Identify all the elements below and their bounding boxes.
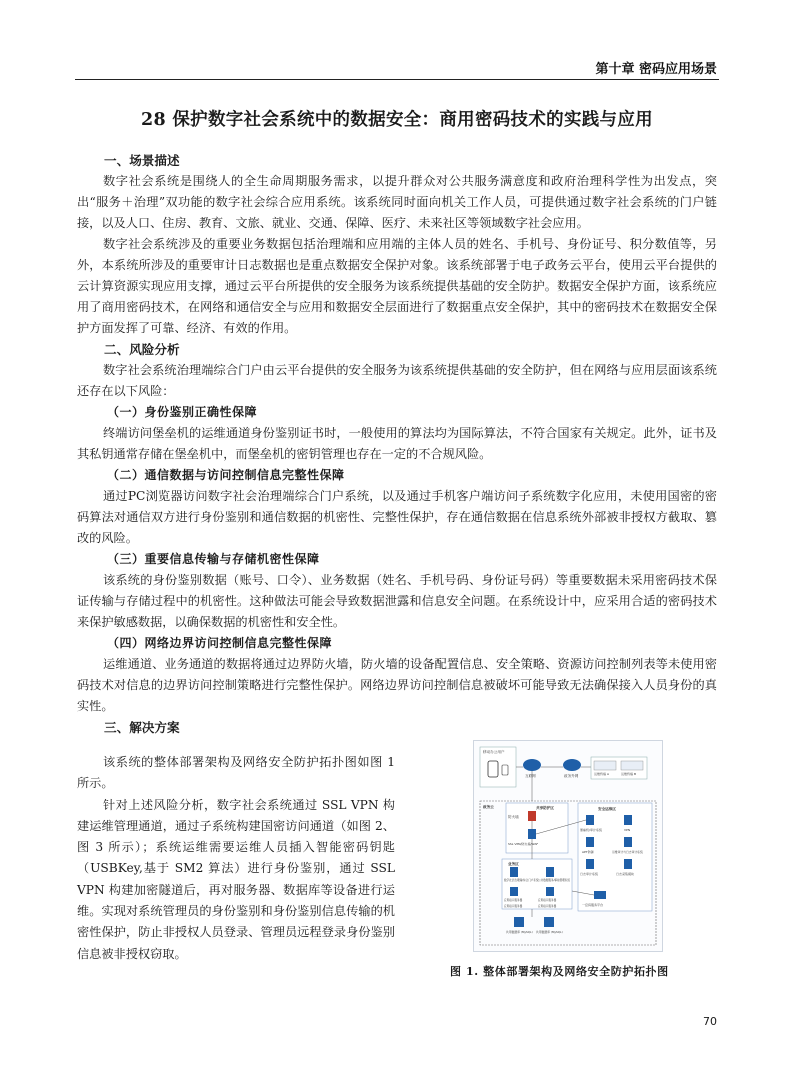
server-icon: [624, 859, 632, 869]
label-users: 移动办公用户: [483, 750, 505, 754]
label-bastion: 堡垒机/审计系统: [580, 828, 603, 832]
label-mgmt: 安全运维区: [598, 807, 616, 811]
section-heading-solution: 三、解决方案: [104, 720, 180, 735]
database-icon: [514, 917, 524, 927]
label-apt: APT防御: [582, 850, 594, 854]
article-body: [77, 150, 717, 738]
label-app2: 公共数据服务/事前管理系统: [538, 879, 570, 882]
label-db1: 共用数据库 (MySQL): [506, 930, 533, 934]
server-icon: [586, 837, 594, 847]
paragraph: 终端访问堡垒机的运维通道身份鉴别证书时，一般使用的算法均为国际算法，不符合国家有关规定。此外，证书及其私钥通常存储在堡垒机中，而堡垒机的密钥管理也存在一定的不合规风险。: [77, 426, 717, 461]
label-dbaudit: 日志审计系统: [580, 872, 599, 876]
database-icon: [544, 917, 554, 927]
mobile-phone-icon: [488, 761, 498, 777]
crypto-platform-icon: [594, 891, 606, 899]
label-fw: 防火墙: [508, 815, 519, 819]
header-rule: [75, 79, 719, 80]
label-svc3: 应用接口服务器: [504, 905, 523, 908]
paragraph: 数字社会系统治理端综合门户由云平台提供的安全服务为该系统提供基础的安全防护，但在网络与应用层面该系统还存在以下风险：: [77, 363, 717, 398]
risk-heading-4: （四）网络边界访问控制信息完整性保障: [107, 636, 333, 650]
risk-heading-1: （一）身份鉴别正确性保障: [107, 405, 258, 419]
server-icon: [510, 867, 518, 877]
paragraph: 运维通道、业务通道的数据将通过边界防火墙，防火墙的设备配置信息、安全策略、资源访问控制列表等未使用密码技术对信息的边界访问控制策略进行完整性保护。网络边界访问控制信息被破坏可能导致无法确保接入人员身份的真实性。: [77, 657, 717, 713]
label-svc2: 应用接口服务器: [538, 899, 557, 902]
server-icon: [586, 859, 594, 869]
label-ops-b: 运维终端 B: [621, 772, 637, 776]
risk-heading-2: （二）通信数据与访问控制信息完整性保障: [107, 468, 345, 482]
article-title: 28 保护数字社会系统中的数据安全：商用密码技术的实践与应用: [141, 110, 653, 130]
mobile-phone-icon: [502, 765, 508, 775]
label-internet: 互联网: [525, 774, 536, 778]
computer-icon: [594, 761, 616, 770]
server-icon: [546, 867, 554, 877]
label-cloud: 政务云: [483, 805, 494, 809]
label-logaudit: 运维审计与日志审计系统: [612, 850, 643, 854]
label-svc1: 应用接口服务器: [504, 899, 523, 902]
paragraph: 数字社会系统涉及的重要业务数据包括治理端和应用端的主体人员的姓名、手机号、身份证号、积分数值等，另外，本系统所涉及的重要审计日志数据也是重点数据安全保护对象。该系统部署于电子政务云平台，使用云平台提供的云计算资源实现应用支撑，通过云平台所提供的安全服务为该系统提供基础的安全防护。数据安全保护方面，该系统应用了商用密码技术，在网络和通信安全与应用和数据安全层面进行了数据重点安全保护，其中的密码技术在数据安全保护方面发挥了可靠、经济、有效的作用。: [77, 237, 717, 335]
paragraph: 数字社会系统是围绕人的全生命周期服务需求，以提升群众对公共服务满意度和政府治理科学性为出发点，突出“服务＋治理”双功能的数字社会综合应用系统。该系统同时面向机关工作人员，可提供通过数字社会系统的门户链接，以及人口、住房、教育、文旅、就业、交通、保障、医疗、未来社区等领域数字社会应用。: [77, 174, 717, 230]
figure-caption: 图 1. 整体部署架构及网络安全防护拓扑图: [450, 965, 669, 978]
solution-text: [77, 752, 395, 965]
paragraph: 该系统的整体部署架构及网络安全防护拓扑图如图 1 所示。: [77, 755, 395, 791]
label-svc4: 应用接口服务器: [538, 905, 557, 908]
label-sslvpn: SSL VPN/防火墙/WAF: [508, 842, 539, 846]
computer-icon: [621, 761, 643, 770]
section-heading-scene: 一、场景描述: [104, 153, 180, 168]
server-icon: [624, 837, 632, 847]
page-header: [0, 0, 794, 82]
paragraph: 该系统的身份鉴别数据（账号、口令）、业务数据（姓名、手机号码、身份证号码）等重要数据未采用密码技术保证传输与存储过程中的机密性。这种做法可能会导致数据泄露和信息安全问题。在系统设计中，应采用合适的密码技术来保护敏感数据，以确保数据的机密性和安全性。: [77, 573, 717, 629]
chapter-title: 第十章 密码应用场景: [595, 62, 717, 77]
label-loadbal: 日志采集模块: [616, 872, 635, 876]
topology-diagram: [474, 741, 662, 951]
gov-net-cloud-icon: [563, 759, 581, 771]
paragraph: 针对上述风险分析，数字社会系统通过 SSL VPN 构建运维管理通道，通过子系统构建国密访问通道（如图 2、图 3 所示）；系统运维需要运维人员插入智能密码钥匙（USBKey,基于 SM2 算法）进行身份鉴别，通过 SSL VPN 构建加密隧道后，再对服务器、数据库等设备进行运维。实现对系统管理员的身份鉴别和身份鉴别信息传输的机密性保护，防止非授权人员登录、管理员远程登录身份鉴别信息被非授权窃取。: [77, 797, 395, 961]
label-biz: 业务区: [508, 862, 519, 866]
firewall-icon: [528, 811, 536, 821]
label-gov-net: 政务外网: [564, 774, 579, 778]
label-db2: 共用数据库 (MySQL): [536, 930, 563, 934]
label-boundary: 共享防护区: [536, 806, 554, 810]
risk-heading-3: （三）重要信息传输与存储机密性保障: [107, 552, 320, 566]
server-icon: [624, 815, 632, 825]
server-icon: [546, 887, 554, 896]
label-app1: 数字社会治理端/综合门户系统: [504, 879, 539, 882]
label-keymgr: 一密码服务平台: [582, 903, 604, 907]
paragraph: 通过PC浏览器访问数字社会治理端综合门户系统，以及通过手机客户端访问子系统数字化应用，未使用国密的密码算法对通信双方进行身份鉴别和通信数据的机密性、完整性保护，存在通信数据在信息系统外部被非授权方截取、篡改的风险。: [77, 489, 717, 545]
label-vpn: VPN: [624, 828, 631, 832]
server-icon: [510, 887, 518, 896]
topology-figure: [473, 740, 663, 952]
internet-cloud-icon: [523, 759, 541, 771]
label-ops-a: 运维终端 A: [594, 772, 610, 776]
section-heading-risk: 二、风险分析: [104, 342, 180, 357]
server-icon: [586, 815, 594, 825]
vpn-gateway-icon: [528, 829, 536, 839]
page-number: 70: [703, 1015, 717, 1028]
